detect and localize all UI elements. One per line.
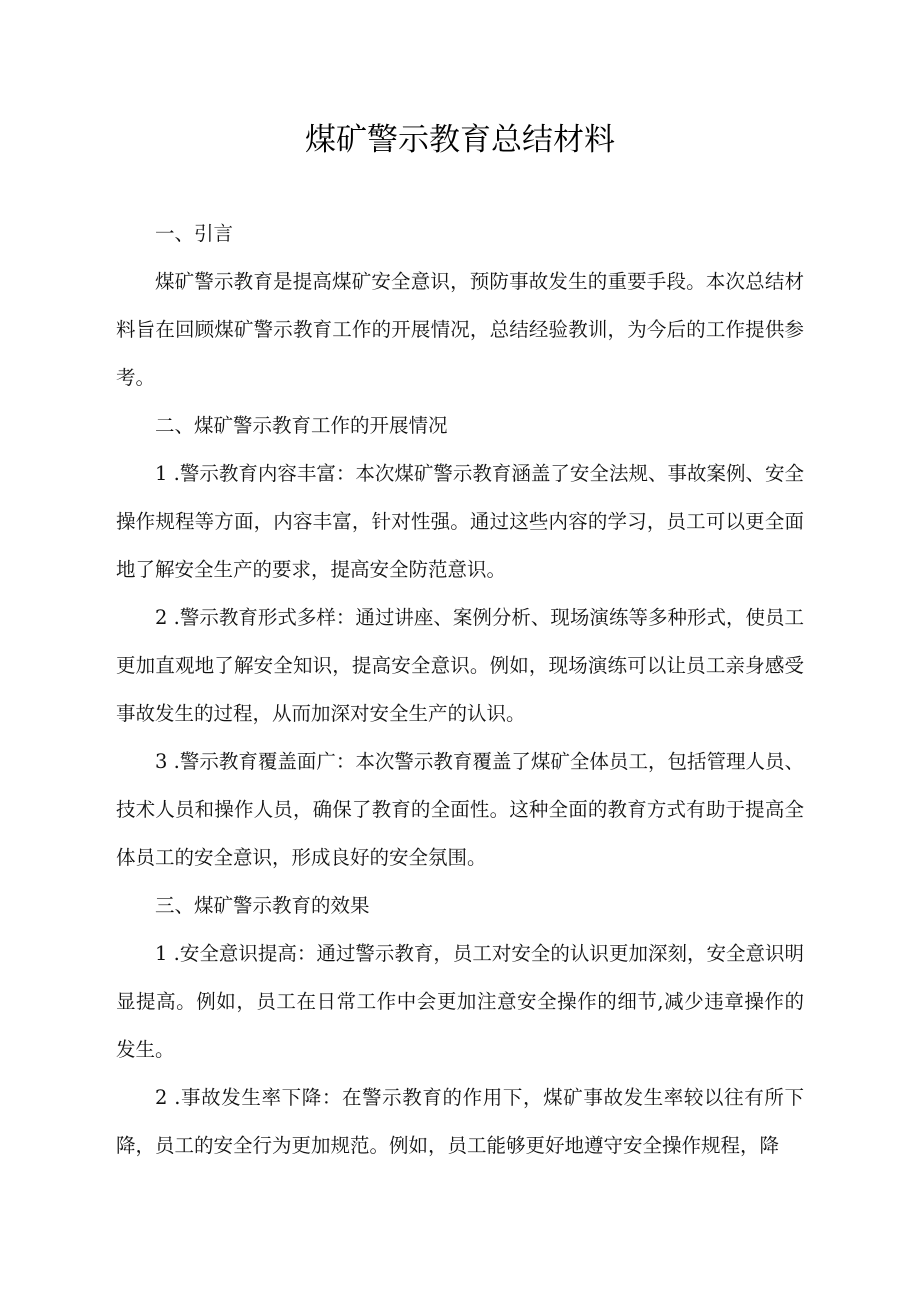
section-heading-effects: 三、煤矿警示教育的效果 <box>155 894 370 917</box>
paragraph-effect-2: 2 .事故发生率下降：在警示教育的作用下，煤矿事故发生率较以往有所下降，员工的安全行为更加规范。例如，员工能够更好地遵守安全操作规程，降 <box>116 1086 804 1157</box>
paragraph-item-2: 2 .警示教育形式多样：通过讲座、案例分析、现场演练等多种形式，使员工更加直观地了解安全知识，提高安全意识。例如，现场演练可以让员工亲身感受事故发生的过程，从而加深对安全生产的认识。 <box>116 606 804 725</box>
paragraph-effect-1: 1 .安全意识提高：通过警示教育，员工对安全的认识更加深刻，安全意识明显提高。例如，员工在日常工作中会更加注意安全操作的细节,减少违章操作的发生。 <box>116 942 804 1061</box>
document-body <box>116 210 804 1170</box>
section-heading-introduction: 一、引言 <box>155 222 234 245</box>
paragraph-item-1: 1 .警示教育内容丰富：本次煤矿警示教育涵盖了安全法规、事故案例、安全操作规程等方面，内容丰富，针对性强。通过这些内容的学习，员工可以更全面地了解安全生产的要求，提高安全防范意识。 <box>116 462 804 581</box>
paragraph-introduction: 煤矿警示教育是提高煤矿安全意识，预防事故发生的重要手段。本次总结材料旨在回顾煤矿警示教育工作的开展情况，总结经验教训，为今后的工作提供参考。 <box>116 270 804 389</box>
section-heading-implementation: 二、煤矿警示教育工作的开展情况 <box>155 414 448 437</box>
document-title: 煤矿警示教育总结材料 <box>305 122 615 158</box>
paragraph-item-3: 3 .警示教育覆盖面广：本次警示教育覆盖了煤矿全体员工，包括管理人员、技术人员和操作人员，确保了教育的全面性。这种全面的教育方式有助于提高全体员工的安全意识，形成良好的安全氛围。 <box>116 750 804 869</box>
